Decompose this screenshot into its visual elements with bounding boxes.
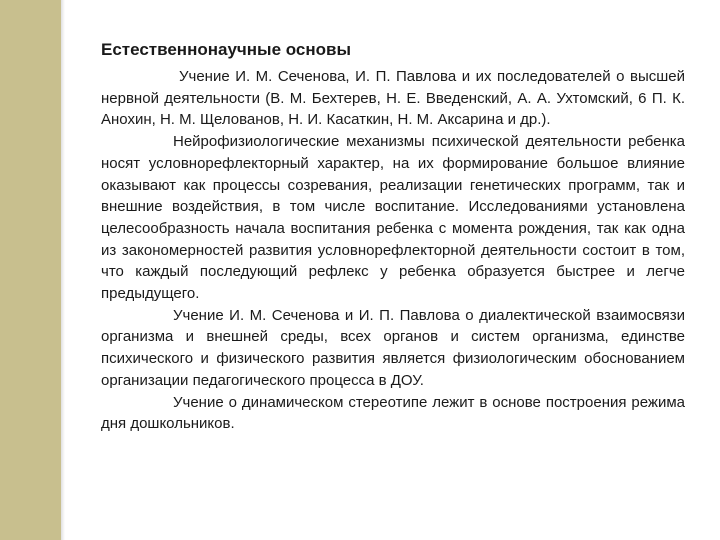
decorative-left-band (0, 0, 61, 540)
slide-content (101, 38, 685, 435)
slide-title: Естественнонаучные основы (101, 40, 351, 59)
paragraph-dialectic: Учение И. М. Сеченова и И. П. Павлова о диалектической взаимосвязи организма и внешней среды, всех органов и систем организма, единстве психического и физического развития является физиологическим обоснованием организации педагогического процесса в ДОУ. (101, 306, 685, 389)
band-shadow-edge (61, 0, 65, 540)
paragraph-stereotype: Учение о динамическом стереотипе лежит в основе построения режима дня дошкольников. (101, 393, 685, 433)
paragraph-sechenov-pavlov: Учение И. М. Сеченова, И. П. Павлова и их последователей о высшей нервной деятельности (В. М. Бехтерев, Н. Е. Введенский, А. А. Ухтомский, 6 П. К. Анохин, Н. М. Щелованов, Н. И. Касаткин, Н. М. Аксарина и др.). (101, 68, 685, 129)
paragraph-neurophysiology: Нейрофизиологические механизмы психической деятельности ребенка носят условнорефлекторный характер, на их формирование большое влияние оказывают как процессы созревания, реализации генетических программ, так и внешние воздействия, в том числе воспитание. Исследованиями установлена целесообразность начала воспитания ребенка с момента рождения, так как одна из закономерностей развития условнорефлекторной деятельности состоит в том, что каждый последующий рефлекс у ребенка образуется быстрее и легче предыдущего. (101, 133, 685, 303)
